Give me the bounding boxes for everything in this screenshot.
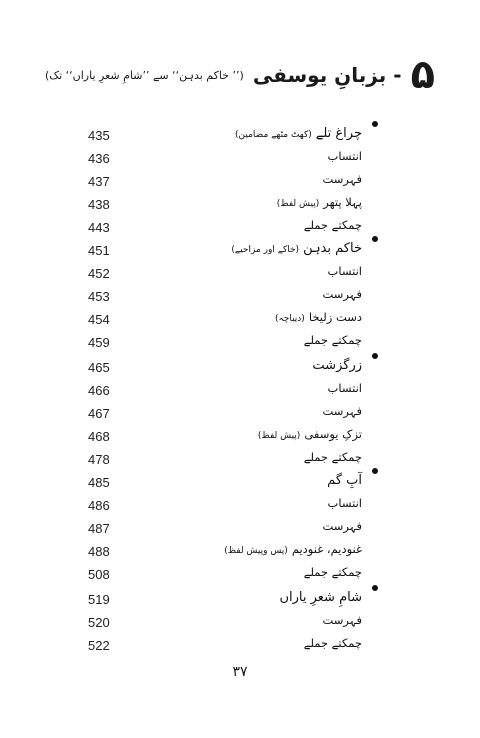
toc-entry bbox=[224, 542, 362, 556]
toc-row bbox=[0, 357, 480, 379]
toc-entry-title: چمکتے جملے bbox=[303, 218, 362, 232]
toc-row bbox=[0, 332, 480, 354]
toc-entry-title: دست زلیخا bbox=[308, 310, 362, 324]
toc-entry bbox=[304, 565, 362, 579]
toc-entry-title: چمکتے جملے bbox=[303, 565, 362, 579]
toc-row bbox=[0, 612, 480, 634]
toc-row bbox=[0, 309, 480, 331]
toc-row bbox=[0, 171, 480, 193]
toc-entry bbox=[258, 427, 362, 441]
toc-page-number: 452 bbox=[88, 266, 110, 281]
toc-entry bbox=[328, 496, 362, 510]
toc-entry-note: (پیش لفظ) bbox=[257, 431, 301, 441]
toc-page-number: 453 bbox=[88, 289, 110, 304]
toc-entry bbox=[322, 613, 362, 627]
toc-entry-note: (کھٹ مٹھے مضامین) bbox=[235, 130, 312, 140]
toc-entry bbox=[328, 381, 362, 395]
bullet-icon bbox=[372, 468, 378, 474]
toc-page-number: 443 bbox=[88, 220, 110, 235]
toc-row bbox=[0, 541, 480, 563]
toc-entry-title: انتساب bbox=[327, 381, 362, 395]
toc-row bbox=[0, 263, 480, 285]
toc-row bbox=[0, 194, 480, 216]
toc-page-number: 465 bbox=[88, 360, 110, 375]
toc-page-number: 451 bbox=[88, 243, 110, 258]
toc-entry-title: انتساب bbox=[327, 149, 362, 163]
toc-entry-title: خاکم بدہن bbox=[303, 241, 362, 256]
bullet-icon bbox=[372, 353, 378, 359]
bullet-icon bbox=[372, 236, 378, 242]
toc-entry-title: چراغ تلے bbox=[315, 126, 362, 141]
toc-page-number: 486 bbox=[88, 498, 110, 513]
toc-entry bbox=[322, 172, 362, 186]
toc-page-number: 436 bbox=[88, 151, 110, 166]
toc-entry bbox=[322, 287, 362, 301]
page-number: ۳۷ bbox=[232, 664, 248, 680]
toc-entry bbox=[327, 473, 362, 488]
section-title: - بزبانِ یوسفی bbox=[252, 63, 402, 87]
toc-page-number: 454 bbox=[88, 312, 110, 327]
toc-entry-title: آبِ گم bbox=[327, 473, 362, 488]
toc-entry-title: چمکتے جملے bbox=[303, 333, 362, 347]
toc-row bbox=[0, 449, 480, 471]
toc-row bbox=[0, 286, 480, 308]
toc-page-number: 488 bbox=[88, 544, 110, 559]
toc-entry-title: پہلا پتھر bbox=[323, 195, 362, 209]
toc-entry-title: زرگزشت bbox=[312, 358, 362, 373]
toc-row bbox=[0, 148, 480, 170]
toc-row bbox=[0, 589, 480, 611]
toc-row bbox=[0, 240, 480, 262]
toc-row bbox=[0, 403, 480, 425]
toc-page-number: 485 bbox=[88, 475, 110, 490]
toc-entry-title: انتساب bbox=[327, 264, 362, 278]
toc-row bbox=[0, 217, 480, 239]
toc-row bbox=[0, 518, 480, 540]
toc-entry bbox=[304, 333, 362, 347]
toc-entry-title: غنودیم، غنودیم bbox=[291, 542, 362, 556]
toc-entry-title: شامِ شعرِ یاراں bbox=[279, 590, 362, 605]
toc-entry bbox=[275, 310, 362, 324]
toc-entry bbox=[235, 126, 362, 141]
toc-entry bbox=[304, 636, 362, 650]
toc-entry-note: (پیش لفظ) bbox=[276, 199, 320, 209]
toc-entry bbox=[328, 149, 362, 163]
toc-page-number: 478 bbox=[88, 452, 110, 467]
toc-row bbox=[0, 472, 480, 494]
toc-entry bbox=[312, 358, 362, 373]
toc-entry-title: فہرست bbox=[322, 287, 362, 301]
toc-entry bbox=[231, 241, 362, 256]
toc-row bbox=[0, 635, 480, 657]
toc-entry bbox=[322, 519, 362, 533]
toc-page-number: 522 bbox=[88, 638, 110, 653]
toc-row bbox=[0, 564, 480, 586]
toc-row bbox=[0, 426, 480, 448]
toc-entry bbox=[304, 218, 362, 232]
toc-entry bbox=[322, 404, 362, 418]
bullet-icon bbox=[372, 585, 378, 591]
section-number: ۵ bbox=[410, 52, 436, 98]
toc-entry-title: فہرست bbox=[322, 404, 362, 418]
toc-page-number: 519 bbox=[88, 592, 110, 607]
toc-entry-title: فہرست bbox=[322, 519, 362, 533]
toc-page-number: 468 bbox=[88, 429, 110, 444]
toc-page-number: 437 bbox=[88, 174, 110, 189]
toc-entry bbox=[304, 450, 362, 464]
toc-page-number: 466 bbox=[88, 383, 110, 398]
toc-entry-title: چمکتے جملے bbox=[303, 636, 362, 650]
toc-page-number: 520 bbox=[88, 615, 110, 630]
toc-entry-title: انتساب bbox=[327, 496, 362, 510]
toc-entry-title: فہرست bbox=[322, 172, 362, 186]
toc-entry bbox=[279, 590, 362, 605]
toc-entry-title: فہرست bbox=[322, 613, 362, 627]
toc-page-number: 487 bbox=[88, 521, 110, 536]
toc-entry bbox=[328, 264, 362, 278]
section-subtitle: (’’ خاکم بدہن‘‘ سے ’’شامِ شعرِ یاراں‘‘ تک) bbox=[44, 68, 244, 82]
bullet-icon bbox=[372, 121, 378, 127]
toc-entry-note: (خاکے اور مزاحیے) bbox=[231, 245, 300, 255]
toc-row bbox=[0, 495, 480, 517]
toc-entry-title: چمکتے جملے bbox=[303, 450, 362, 464]
toc-entry-note: (دیباچہ) bbox=[274, 314, 305, 324]
toc-entry-title: تزکِ یوسفی bbox=[304, 427, 362, 441]
toc-page-number: 508 bbox=[88, 567, 110, 582]
toc-page-number: 459 bbox=[88, 335, 110, 350]
toc-row bbox=[0, 380, 480, 402]
toc-entry-note: (پس وپیش لفظ) bbox=[224, 546, 288, 556]
toc-page-number: 467 bbox=[88, 406, 110, 421]
toc-row bbox=[0, 125, 480, 147]
toc-page-number: 435 bbox=[88, 128, 110, 143]
toc-entry bbox=[277, 195, 362, 209]
toc-page-number: 438 bbox=[88, 197, 110, 212]
